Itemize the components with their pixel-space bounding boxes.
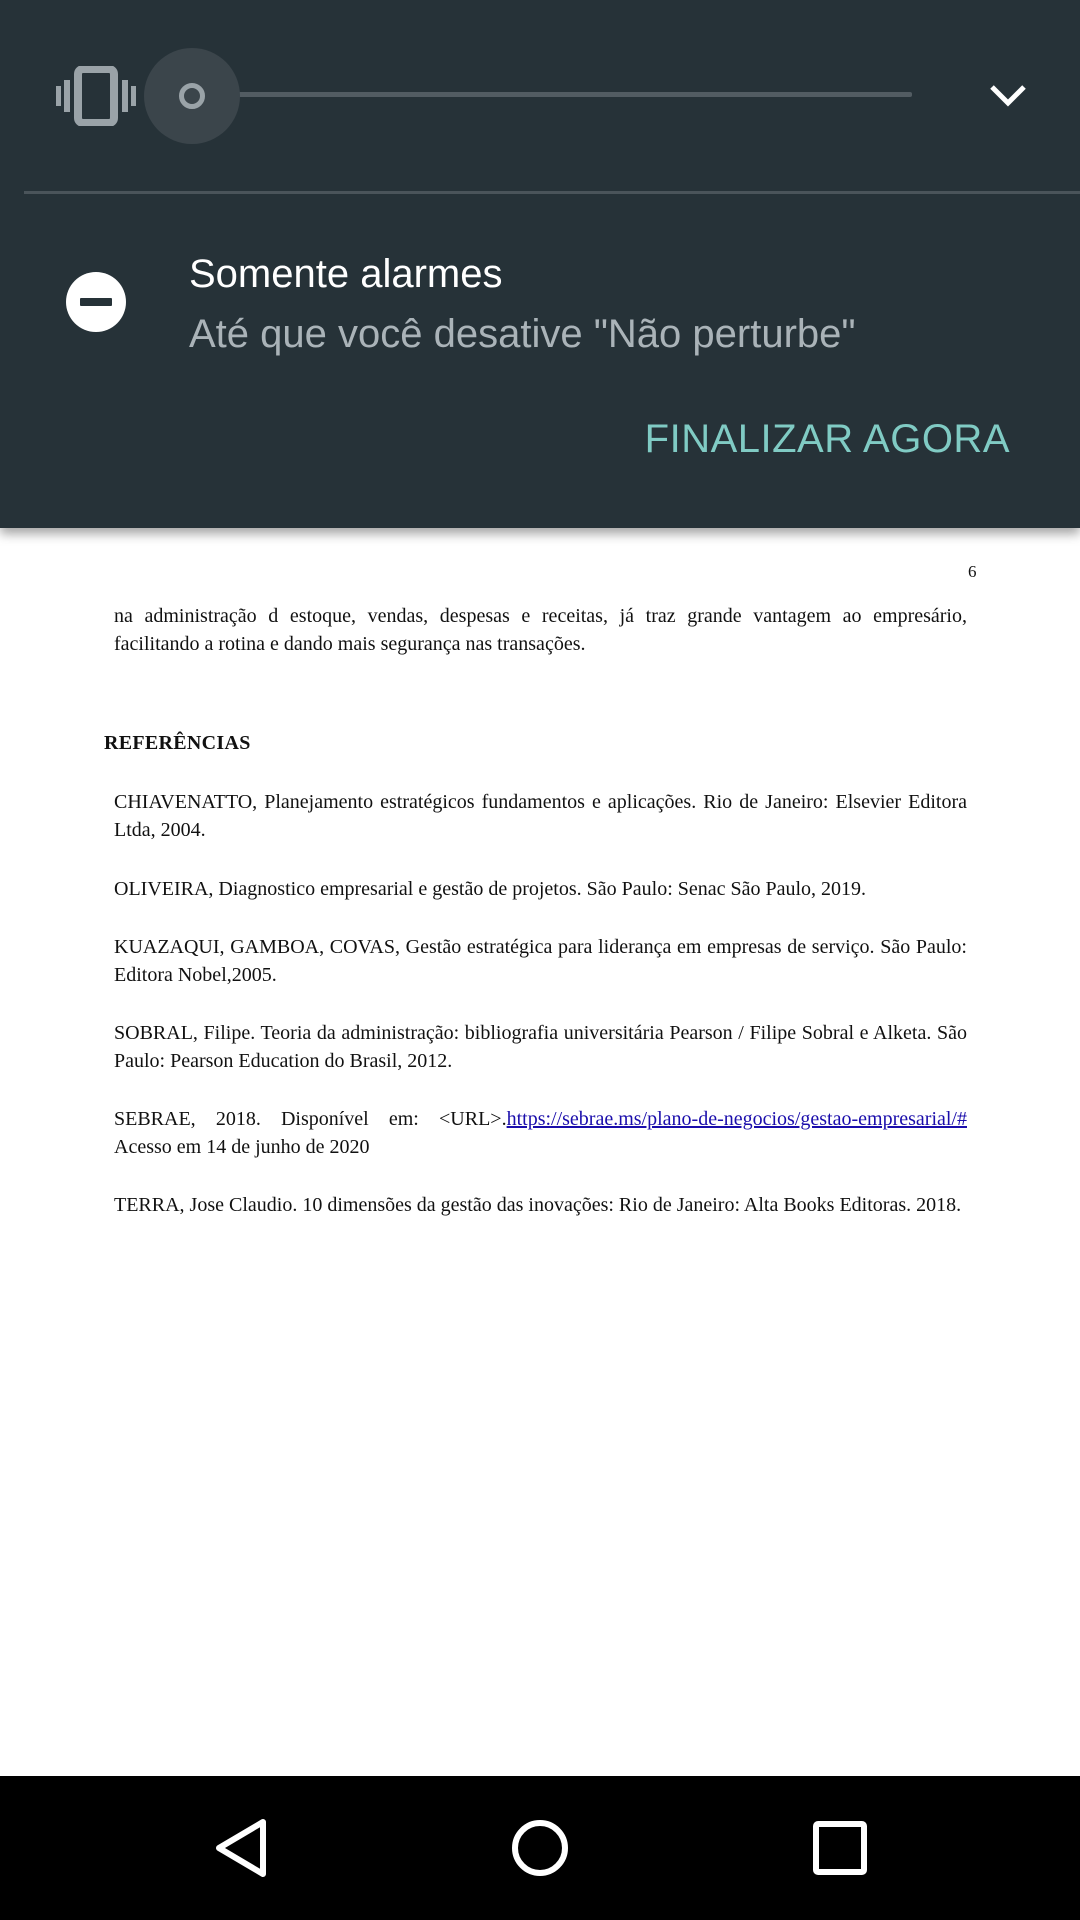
- home-button[interactable]: [500, 1808, 580, 1888]
- dnd-title: Somente alarmes: [189, 252, 503, 296]
- end-now-button[interactable]: FINALIZAR AGORA: [644, 417, 1010, 461]
- collapse-button[interactable]: [970, 66, 1046, 126]
- sebrae-ref-suffix: Acesso em 14 de junho de 2020: [114, 1136, 370, 1158]
- page-number: 6: [968, 562, 977, 581]
- vibrate-icon[interactable]: [56, 66, 136, 126]
- volume-slider-track[interactable]: [210, 92, 912, 97]
- panel-divider: [24, 191, 1080, 194]
- sebrae-link[interactable]: https://sebrae.ms/plano-de-negocios/gestao-empresarial/#: [506, 1108, 967, 1130]
- home-icon: [510, 1818, 570, 1878]
- navigation-bar: [0, 1776, 1080, 1920]
- dnd-subtitle: Até que você desative "Não perturbe": [189, 312, 856, 356]
- volume-slider-thumb[interactable]: [179, 83, 205, 109]
- reference-item: OLIVEIRA, Diagnostico empresarial e gestão de projetos. São Paulo: Senac São Paulo, 2019.: [114, 878, 867, 900]
- volume-panel: [0, 0, 1080, 528]
- recents-button[interactable]: [800, 1808, 880, 1888]
- reference-item: SOBRAL, Filipe. Teoria da administração: bibliografia universitária Pearson / Filipe Sobral e Alketa. São Paulo: Pearson Education do Brasil, 2012.: [114, 1022, 967, 1072]
- back-button[interactable]: [201, 1808, 281, 1888]
- do-not-disturb-icon: [66, 272, 126, 332]
- intro-paragraph: na administração d estoque, vendas, despesas e receitas, já traz grande vantagem ao empresário, facilitando a rotina e dando mais segurança nas transações.: [114, 605, 967, 655]
- sebrae-ref-prefix: SEBRAE, 2018. Disponível em: <URL>.: [114, 1108, 507, 1130]
- document-page: [0, 528, 1080, 1776]
- references-heading: REFERÊNCIAS: [104, 732, 251, 754]
- reference-item: TERRA, Jose Claudio. 10 dimensões da gestão das inovações: Rio de Janeiro: Alta Books Editoras. 2018.: [114, 1194, 962, 1216]
- recents-icon: [813, 1821, 867, 1875]
- reference-item: CHIAVENATTO, Planejamento estratégicos fundamentos e aplicações. Rio de Janeiro: Elsevier Editora Ltda, 2004.: [114, 791, 967, 841]
- reference-item-sebrae: [114, 1105, 967, 1161]
- reference-item: KUAZAQUI, GAMBOA, COVAS, Gestão estratégica para liderança em empresas de serviço. São Paulo: Editora Nobel,2005.: [114, 936, 967, 986]
- chevron-down-icon: [988, 83, 1028, 109]
- back-icon: [213, 1818, 269, 1878]
